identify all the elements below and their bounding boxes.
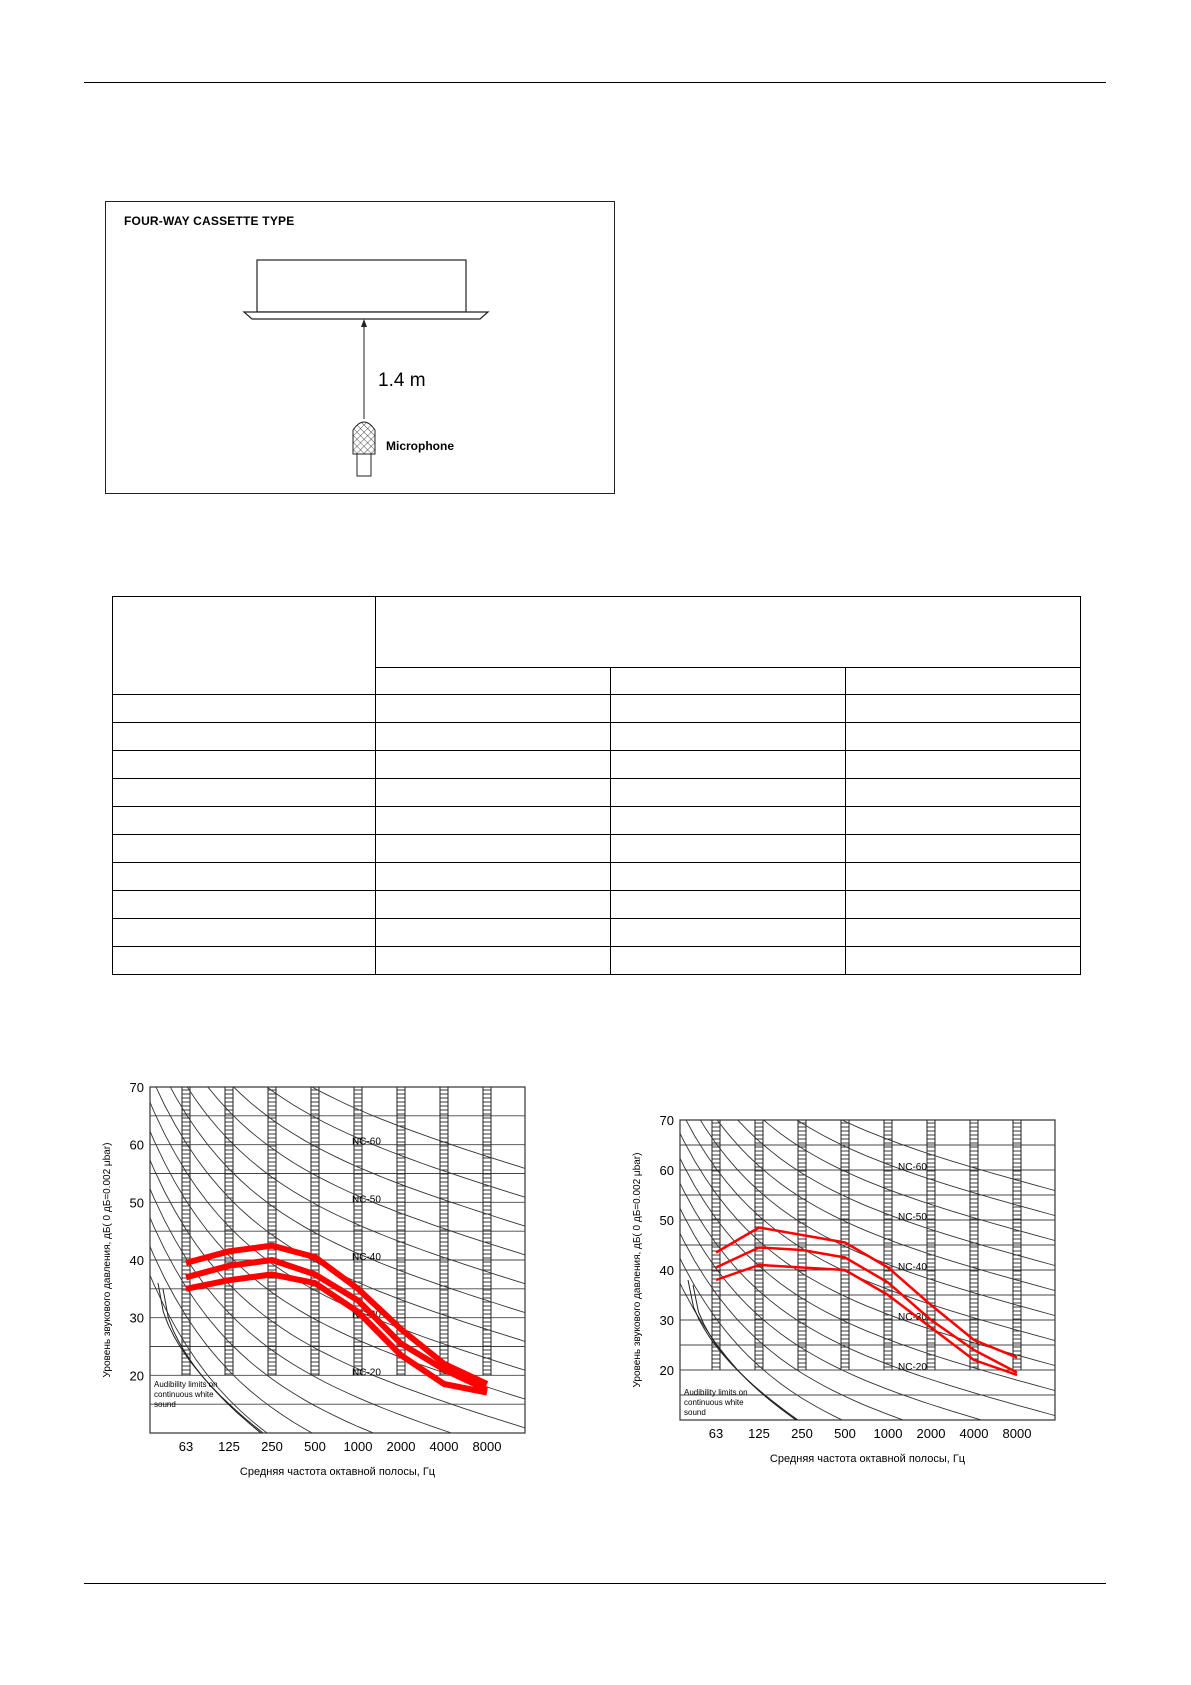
table-cell [376,751,611,779]
table-cell [846,947,1081,975]
table-cell [113,891,376,919]
distance-label: 1.4 m [378,370,426,391]
x-axis-label: Средняя частота октавной полосы, Гц [769,1453,966,1465]
x-tick-label: 500 [304,1439,326,1454]
nc-chart-right-svg [620,1105,1080,1485]
y-tick-label: 40 [129,1253,144,1268]
y-tick-label: 60 [129,1137,144,1153]
table-cell [846,695,1081,723]
table-cell [113,835,376,863]
audibility-label: Audibility limits on [154,1379,218,1389]
table-cell [611,863,846,891]
table-subheader-cell [846,668,1081,695]
x-tick-label: 8000 [1002,1426,1032,1441]
table-cell [376,695,611,723]
table-cell [376,723,611,751]
x-tick-label: 4000 [429,1439,459,1454]
table-cell [376,947,611,975]
microphone-handle [357,454,371,476]
table-cell [611,695,846,723]
audibility-label: continuous white [684,1398,744,1407]
x-tick-label: 250 [791,1426,813,1441]
table-row [113,835,1081,863]
indoor-unit-body [257,260,466,312]
table-cell [113,807,376,835]
table-row [113,723,1081,751]
x-tick-label: 500 [834,1426,856,1441]
audibility-label: continuous white [154,1389,214,1399]
x-tick-label: 8000 [472,1439,502,1454]
nc-chart-right [620,1105,1080,1485]
nc-label: NC-20 [352,1367,381,1379]
table-cell [846,807,1081,835]
y-tick-label: 30 [659,1313,674,1328]
x-tick-label: 250 [261,1439,283,1454]
y-tick-label: 50 [659,1213,674,1228]
audibility-label: sound [684,1408,706,1417]
x-tick-label: 63 [708,1426,724,1441]
nc-label: NC-60 [352,1136,381,1148]
table-subheader-cell [376,668,611,695]
header-rule [84,82,1106,83]
audibility-label: sound [154,1399,176,1409]
diagram-title: FOUR-WAY CASSETTE TYPE [124,214,295,228]
table-cell [611,919,846,947]
nc-label: NC-50 [352,1194,381,1206]
table-cell [846,779,1081,807]
noise-table [112,596,1081,975]
y-tick-label: 70 [129,1080,144,1095]
nc-label: NC-30 [898,1312,927,1323]
table-cell [113,723,376,751]
table-cell [611,751,846,779]
y-tick-label: 20 [659,1363,674,1378]
x-axis-label: Средняя частота октавной полосы, Гц [239,1466,436,1478]
y-tick-label: 30 [129,1310,144,1326]
table-cell [611,947,846,975]
y-tick-label: 40 [659,1263,674,1278]
table-row [113,807,1081,835]
y-tick-label: 20 [129,1368,144,1384]
table-subheader-cell [611,668,846,695]
table-cell [846,919,1081,947]
microphone-label: Microphone [386,439,454,453]
table-cell [376,863,611,891]
x-tick-label: 125 [218,1439,240,1454]
microphone-head [353,422,375,454]
x-tick-label: 63 [178,1439,194,1454]
x-tick-label: 1000 [343,1439,373,1454]
x-tick-label: 125 [748,1426,770,1441]
table-cell [846,835,1081,863]
table-cell [846,891,1081,919]
y-tick-label: 60 [659,1163,674,1178]
x-tick-label: 4000 [959,1426,989,1441]
table-cell [611,723,846,751]
table-cell [611,891,846,919]
nc-label: NC-40 [352,1252,381,1263]
table-cell [611,779,846,807]
nc-chart-left-svg [90,1075,540,1485]
nc-label: NC-50 [898,1212,927,1223]
diagram-drawing [106,202,616,495]
indoor-unit-panel [244,312,488,319]
table-cell [846,751,1081,779]
table-cell [846,723,1081,751]
nc-label: NC-60 [898,1162,927,1173]
table-group-header [376,597,1081,668]
table-row [113,779,1081,807]
table-cell [113,863,376,891]
table-row [113,891,1081,919]
y-tick-label: 50 [129,1195,144,1211]
table-row [113,863,1081,891]
table-cell [113,779,376,807]
nc-label: NC-20 [898,1362,927,1373]
table-cell [611,807,846,835]
table-cell [376,835,611,863]
table-cell [113,919,376,947]
table-cell [611,835,846,863]
footer-rule [84,1583,1106,1584]
x-tick-label: 2000 [386,1439,416,1454]
table-cell [113,751,376,779]
table-cell [376,919,611,947]
nc-label: NC-30 [352,1309,381,1321]
y-axis-label: Уровень звукового давления, дБ( 0 дБ=0.002 μbar) [632,1152,643,1388]
y-axis-label: Уровень звукового давления, дБ( 0 дБ=0.002 μbar) [102,1142,113,1378]
nc-chart-left [90,1075,540,1485]
table-cell [376,807,611,835]
table-row [113,947,1081,975]
table-corner-cell [113,597,376,695]
table-cell [113,695,376,723]
y-tick-label: 70 [659,1113,674,1128]
table-cell [846,863,1081,891]
x-tick-label: 1000 [873,1426,903,1441]
table-row [113,919,1081,947]
table-cell [113,947,376,975]
audibility-label: Audibility limits on [684,1388,748,1397]
table-cell [376,891,611,919]
table-row [113,695,1081,723]
table-cell [376,779,611,807]
distance-arrow [361,319,367,327]
nc-label: NC-40 [898,1262,927,1273]
cassette-diagram [105,201,615,494]
x-tick-label: 2000 [916,1426,946,1441]
table-row [113,751,1081,779]
